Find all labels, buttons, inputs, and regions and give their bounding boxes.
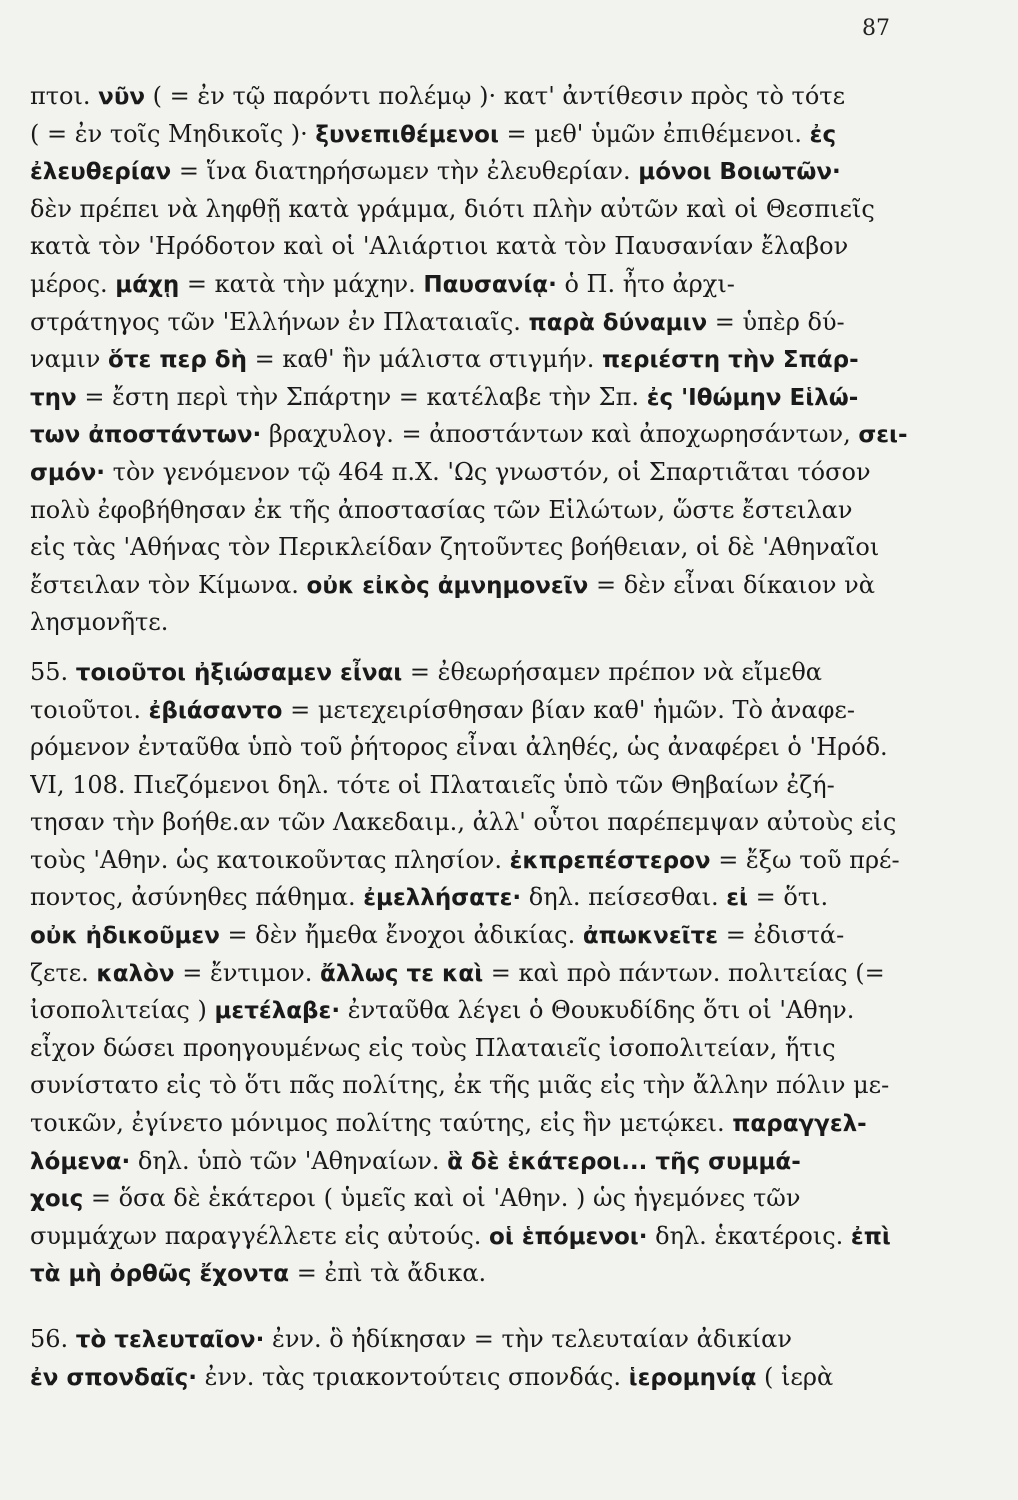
text-line bbox=[30, 1067, 908, 1105]
lemma-term: ἐπὶ bbox=[850, 1223, 891, 1250]
text-line bbox=[30, 1359, 908, 1397]
text-line bbox=[30, 153, 908, 191]
commentary-text: = ἐδιστά- bbox=[718, 921, 845, 950]
lemma-term: ἐκπρεπέστερον bbox=[509, 847, 711, 874]
lemma-term: ἐς 'Ιθώμην Εἱλώ- bbox=[646, 384, 859, 411]
commentary-text: μέρος. bbox=[30, 269, 116, 298]
text-line bbox=[30, 529, 908, 567]
lemma-term: ἄλλως τε καὶ bbox=[320, 960, 484, 987]
text-line bbox=[30, 604, 908, 642]
commentary-text: εἰς τὰς 'Αθήνας τὸν Περικλείδαν ζητοῦντες βοήθειαν, οἱ δὲ 'Αθηναῖοι bbox=[30, 533, 880, 562]
commentary-text: = ἐθεωρήσαμεν πρέπον νὰ εἴμεθα bbox=[402, 657, 822, 686]
commentary-text: συνίστατο εἰς τὸ ὅτι πᾶς πολίτης, ἐκ τῆς μιᾶς εἰς τὴν ἄλλην πόλιν με- bbox=[30, 1071, 890, 1100]
commentary-text: εἶχον δώσει προηγουμένως εἰς τοὺς Πλαταιεῖς ἰσοπολιτείαν, ἥτις bbox=[30, 1033, 836, 1062]
commentary-text: VI, 108. Πιεζόμενοι δηλ. τότε οἱ Πλαταιεῖς ὑπὸ τῶν Θηβαίων ἐζή- bbox=[30, 770, 835, 799]
commentary-text: = ἐπὶ τὰ ἄδικα. bbox=[289, 1259, 487, 1288]
text-line bbox=[30, 191, 908, 229]
commentary-text: = δὲν εἶναι δίκαιον νὰ bbox=[588, 570, 875, 599]
lemma-term: ἱερομηνίᾳ bbox=[628, 1364, 757, 1391]
commentary-text: = ἔστη περὶ τὴν Σπάρτην = κατέλαβε τὴν Σπ. bbox=[76, 382, 647, 411]
text-line bbox=[30, 266, 908, 304]
commentary-text: τοὺς 'Αθην. ὡς κατοικοῦντας πλησίον. bbox=[30, 845, 510, 874]
text-line bbox=[30, 454, 908, 492]
lemma-term: καλὸν bbox=[96, 960, 175, 987]
commentary-text: = δὲν ἤμεθα ἔνοχοι ἀδικίας. bbox=[219, 921, 583, 950]
commentary-text: στράτηγος τῶν 'Ελλήνων ἐν Πλαταιαῖς. bbox=[30, 307, 529, 336]
commentary-text: 55. bbox=[30, 657, 76, 686]
lemma-term: ἃ δὲ ἑκάτεροι... τῆς συμμά- bbox=[447, 1148, 801, 1175]
lemma-term: μάχῃ bbox=[115, 271, 180, 298]
text-line bbox=[30, 1321, 908, 1359]
text-line bbox=[30, 341, 908, 379]
commentary-text: τησαν τὴν βοήθε.αν τῶν Λακεδαιμ., ἀλλ' οὗτοι παρέπεμψαν αὐτοὺς εἰς bbox=[30, 808, 897, 837]
text-line bbox=[30, 492, 908, 530]
lemma-term: σει- bbox=[858, 422, 908, 449]
lemma-term: παρὰ δύναμιν bbox=[528, 309, 708, 336]
text-line bbox=[30, 116, 908, 154]
commentary-text: = ὑπὲρ δύ- bbox=[707, 307, 845, 336]
lemma-term: τὰ μὴ ὀρθῶς ἔχοντα bbox=[30, 1261, 290, 1288]
lemma-term: τὸ τελευταῖον· bbox=[75, 1327, 265, 1353]
lemma-term: ἐλευθερίαν bbox=[30, 159, 172, 186]
text-line bbox=[30, 304, 908, 342]
commentary-text: ( = ἐν τοῖς Μηδικοῖς )· bbox=[30, 119, 316, 148]
lemma-term: των ἀποστάντων· bbox=[30, 422, 262, 449]
lemma-term: μετέλαβε· bbox=[214, 998, 341, 1025]
commentary-text: = μετεχειρίσθησαν βίαν καθ' ἡμῶν. Τὸ ἀναφε- bbox=[282, 695, 855, 724]
lemma-term: ἐβιάσαντο bbox=[148, 697, 283, 724]
text-line bbox=[30, 1255, 908, 1293]
lemma-term: σμόν· bbox=[30, 459, 106, 486]
commentary-text: πολὺ ἐφοβήθησαν ἐκ τῆς ἀποστασίας τῶν Εἱλώτων, ὥστε ἔστειλαν bbox=[30, 495, 853, 524]
commentary-text: δηλ. ἑκατέροις. bbox=[647, 1221, 851, 1250]
commentary-text: ἰσοπολιτείας ) bbox=[30, 996, 215, 1025]
commentary-text: = ἔξω τοῦ πρέ- bbox=[710, 845, 900, 874]
lemma-term: μόνοι Βοιωτῶν· bbox=[638, 159, 841, 186]
text-line bbox=[30, 955, 908, 993]
commentary-text: ποντος, ἀσύνηθες πάθημα. bbox=[30, 883, 364, 912]
text-line bbox=[30, 992, 908, 1030]
commentary-text: ρόμενον ἐνταῦθα ὑπὸ τοῦ ῥήτορος εἶναι ἀληθές, ὡς ἀναφέρει ὁ 'Ηρόδ. bbox=[30, 733, 888, 762]
commentary-text: ναμιν bbox=[30, 345, 109, 374]
commentary-text: = μεθ' ὑμῶν ἐπιθέμενοι. bbox=[498, 119, 810, 148]
commentary-text: ( = ἐν τῷ παρόντι πολέμῳ )· κατ' ἀντίθεσιν πρὸς τὸ τότε bbox=[145, 82, 845, 110]
commentary-text: τοικῶν, ἐγίνετο μόνιμος πολίτης ταύτης, εἰς ἣν μετῴκει. bbox=[30, 1109, 733, 1138]
body-text bbox=[30, 78, 908, 1396]
commentary-text: δηλ. ὑπὸ τῶν 'Αθηναίων. bbox=[130, 1146, 448, 1175]
commentary-text: = κατὰ τὴν μάχην. bbox=[179, 269, 424, 298]
text-line bbox=[30, 567, 908, 605]
commentary-text: λησμονῆτε. bbox=[30, 608, 169, 637]
lemma-term: ὅτε περ δὴ bbox=[108, 347, 247, 374]
text-line bbox=[30, 1030, 908, 1068]
text-line bbox=[30, 767, 908, 805]
lemma-term: λόμενα· bbox=[30, 1148, 131, 1175]
lemma-term: ἀπωκνεῖτε bbox=[582, 923, 719, 950]
text-line bbox=[30, 1218, 908, 1256]
text-line bbox=[30, 804, 908, 842]
lemma-term: ξυνεπιθέμενοι bbox=[315, 121, 499, 148]
text-line bbox=[30, 228, 908, 266]
text-line bbox=[30, 416, 908, 454]
commentary-text: ζετε. bbox=[30, 958, 97, 987]
lemma-term: οἱ ἑπόμενοι· bbox=[489, 1223, 648, 1250]
text-line bbox=[30, 729, 908, 767]
commentary-text: συμμάχων παραγγέλλετε εἰς αὐτούς. bbox=[30, 1221, 490, 1250]
text-line bbox=[30, 692, 908, 730]
commentary-text: = ἵνα διατηρήσωμεν τὴν ἐλευθερίαν. bbox=[171, 157, 639, 186]
text-line bbox=[30, 879, 908, 917]
commentary-text: ἐνταῦθα λέγει ὁ Θουκυδίδης ὅτι οἱ 'Αθην. bbox=[340, 996, 855, 1025]
lemma-term: Παυσανίᾳ· bbox=[423, 271, 557, 298]
lemma-term: τοιοῦτοι ἠξιώσαμεν εἶναι bbox=[75, 659, 403, 686]
commentary-text: βραχυλογ. = ἀποστάντων καὶ ἀποχωρησάντων, bbox=[261, 420, 859, 449]
lemma-term: περιέστη τὴν Σπάρ- bbox=[601, 347, 859, 374]
lemma-term: χοις bbox=[30, 1186, 84, 1213]
commentary-text: δηλ. πείσεσθαι. bbox=[521, 883, 727, 912]
page-number: 87 bbox=[862, 16, 890, 41]
commentary-text: ὁ Π. ἦτο ἀρχι- bbox=[556, 269, 735, 298]
commentary-text: = καθ' ἣν μάλιστα στιγμήν. bbox=[246, 345, 602, 374]
text-line bbox=[30, 78, 908, 116]
text-line bbox=[30, 1143, 908, 1181]
commentary-text: κατὰ τὸν 'Ηρόδοτον καὶ οἱ 'Αλιάρτιοι κατὰ τὸν Παυσανίαν ἔλαβον bbox=[30, 232, 849, 261]
commentary-text: = ὅσα δὲ ἑκάτεροι ( ὑμεῖς καὶ οἱ 'Αθην. ) ὡς ἡγεμόνες τῶν bbox=[83, 1184, 801, 1213]
commentary-text: ἐνν. τὰς τριακοντούτεις σπονδάς. bbox=[197, 1362, 629, 1391]
commentary-text: ( ἱερὰ bbox=[756, 1362, 834, 1391]
commentary-text: = ὅτι. bbox=[748, 883, 829, 912]
text-line bbox=[30, 379, 908, 417]
commentary-text: ἔστειλαν τὸν Κίμωνα. bbox=[30, 570, 307, 599]
commentary-text: τοιοῦτοι. bbox=[30, 695, 149, 724]
lemma-term: εἰ bbox=[726, 885, 749, 912]
lemma-term: νῦν bbox=[98, 84, 146, 110]
commentary-text: 56. bbox=[30, 1325, 76, 1353]
commentary-text: πτοι. bbox=[30, 82, 99, 110]
commentary-text: = καὶ πρὸ πάντων. πολιτείας (= bbox=[483, 958, 885, 987]
commentary-text: τὸν γενόμενον τῷ 464 π.Χ. 'Ως γνωστόν, οἱ Σπαρτιᾶται τόσον bbox=[105, 457, 871, 486]
commentary-text: δὲν πρέπει νὰ ληφθῇ κατὰ γράμμα, διότι πλὴν αὐτῶν καὶ οἱ Θεσπιεῖς bbox=[30, 194, 875, 223]
lemma-term: ἐμελλήσατε· bbox=[363, 885, 522, 912]
text-line bbox=[30, 1105, 908, 1143]
commentary-text: ἐνν. ὃ ἠδίκησαν = τὴν τελευταίαν ἀδικίαν bbox=[264, 1325, 792, 1353]
commentary-text: = ἔντιμον. bbox=[174, 958, 321, 987]
text-line bbox=[30, 654, 908, 692]
lemma-term: ἐς bbox=[809, 121, 837, 148]
lemma-term: την bbox=[30, 384, 77, 411]
text-line bbox=[30, 917, 908, 955]
lemma-term: οὐκ ἠδικοῦμεν bbox=[30, 923, 220, 950]
lemma-term: οὐκ εἰκὸς ἀμνημονεῖν bbox=[306, 572, 589, 599]
lemma-term: ἐν σπονδαῖς· bbox=[30, 1364, 197, 1391]
text-line bbox=[30, 1180, 908, 1218]
lemma-term: παραγγελ- bbox=[732, 1111, 867, 1138]
text-line bbox=[30, 842, 908, 880]
